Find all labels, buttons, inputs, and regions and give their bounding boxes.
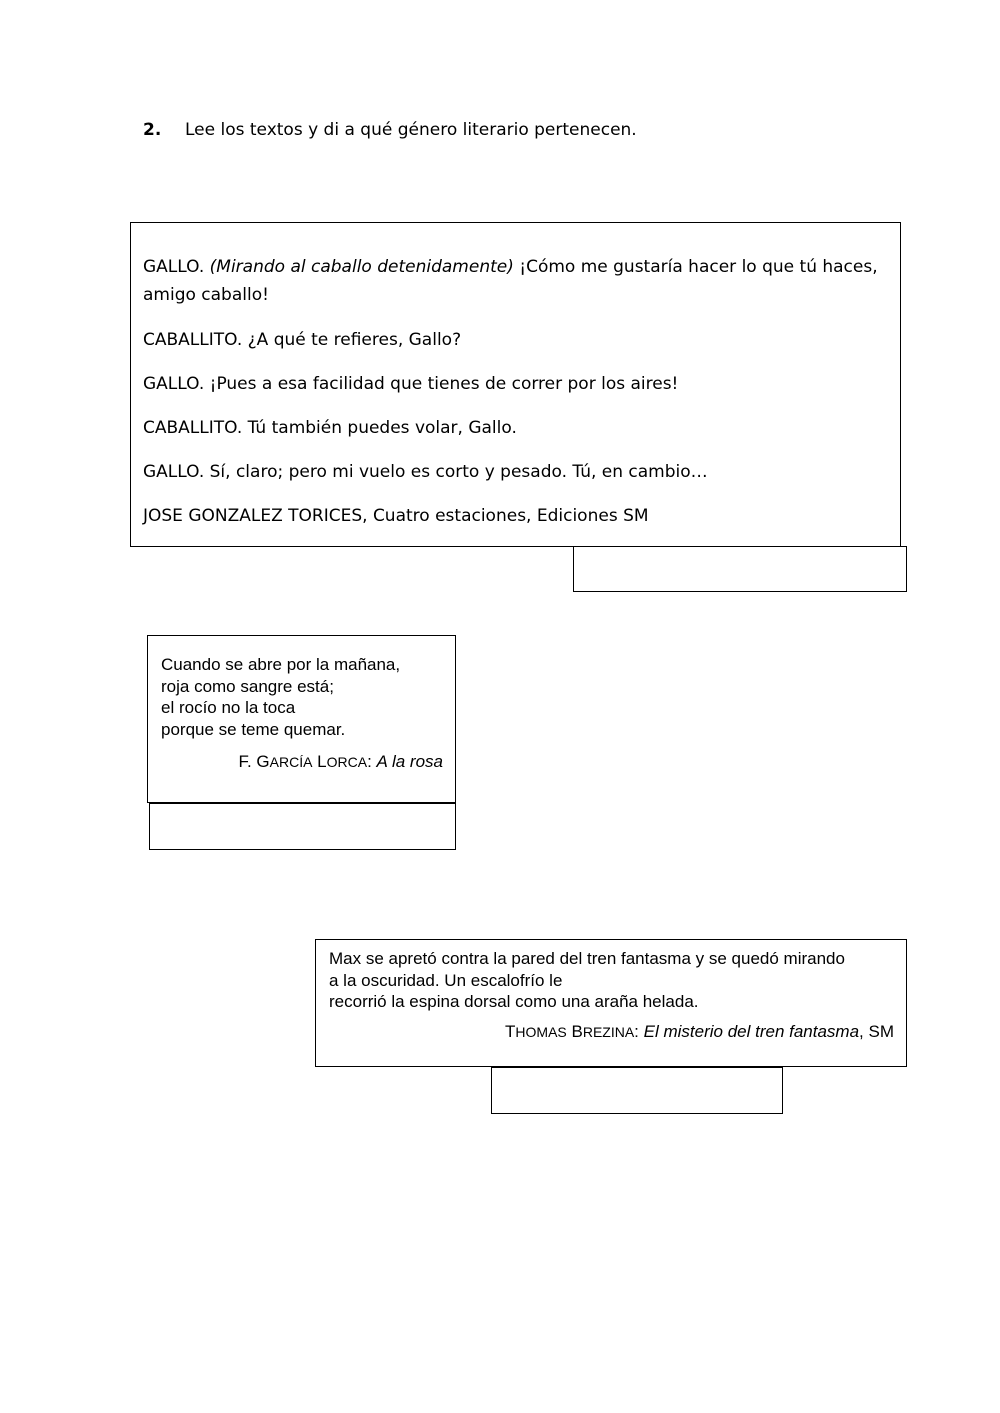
dialogue-line-4: CABALLITO. Tú también puedes volar, Gallo. xyxy=(143,418,517,438)
dialogue-line-1: GALLO. (Mirando al caballo detenidamente) ¡Cómo me gustaría hacer lo que tú haces, amigo caballo! xyxy=(143,257,878,305)
verse-line: el rocío no la toca xyxy=(161,698,296,717)
dialogue-line-5: GALLO. Sí, claro; pero mi vuelo es corto y pesado. Tú, en cambio… xyxy=(143,462,708,482)
source-citation: JOSE GONZALEZ TORICES, Cuatro estaciones, Ediciones SM xyxy=(143,506,649,526)
verse-line: roja como sangre está; xyxy=(161,676,334,696)
question-number: 2. xyxy=(143,120,162,140)
narrative-line: recorrió la espina dorsal como una araña helada. xyxy=(329,992,699,1011)
question-instruction: Lee los textos y di a qué género literario pertenecen. xyxy=(185,120,637,140)
verse-line: porque se teme quemar. xyxy=(161,719,346,739)
narrative-citation: THOMAS BREZINA: El misterio del tren fantasma, SM xyxy=(505,1021,894,1041)
text-box-narrative xyxy=(315,939,907,1067)
dialogue-line-3: GALLO. ¡Pues a esa facilidad que tienes de correr por los aires! xyxy=(143,374,679,394)
verse-line: Cuando se abre por la mañana, xyxy=(161,655,401,674)
answer-box-3[interactable] xyxy=(491,1067,783,1114)
answer-box-2[interactable] xyxy=(149,803,456,850)
poem-citation: F. GARCÍA LORCA: A la rosa xyxy=(238,752,443,771)
narrative-line: a la oscuridad. Un escalofrío le xyxy=(329,970,563,990)
narrative-line: Max se apretó contra la pared del tren fantasma y se quedó mirando xyxy=(329,949,845,968)
book-title: El misterio del tren fantasma xyxy=(643,1021,860,1041)
answer-box-1[interactable] xyxy=(573,546,907,592)
text-box-drama xyxy=(130,222,901,547)
stage-direction: (Mirando al caballo detenidamente) xyxy=(209,257,514,277)
poem-title: A la rosa xyxy=(376,752,443,771)
text-box-poem xyxy=(147,635,456,803)
dialogue-line-2: CABALLITO. ¿A qué te refieres, Gallo? xyxy=(143,330,462,350)
